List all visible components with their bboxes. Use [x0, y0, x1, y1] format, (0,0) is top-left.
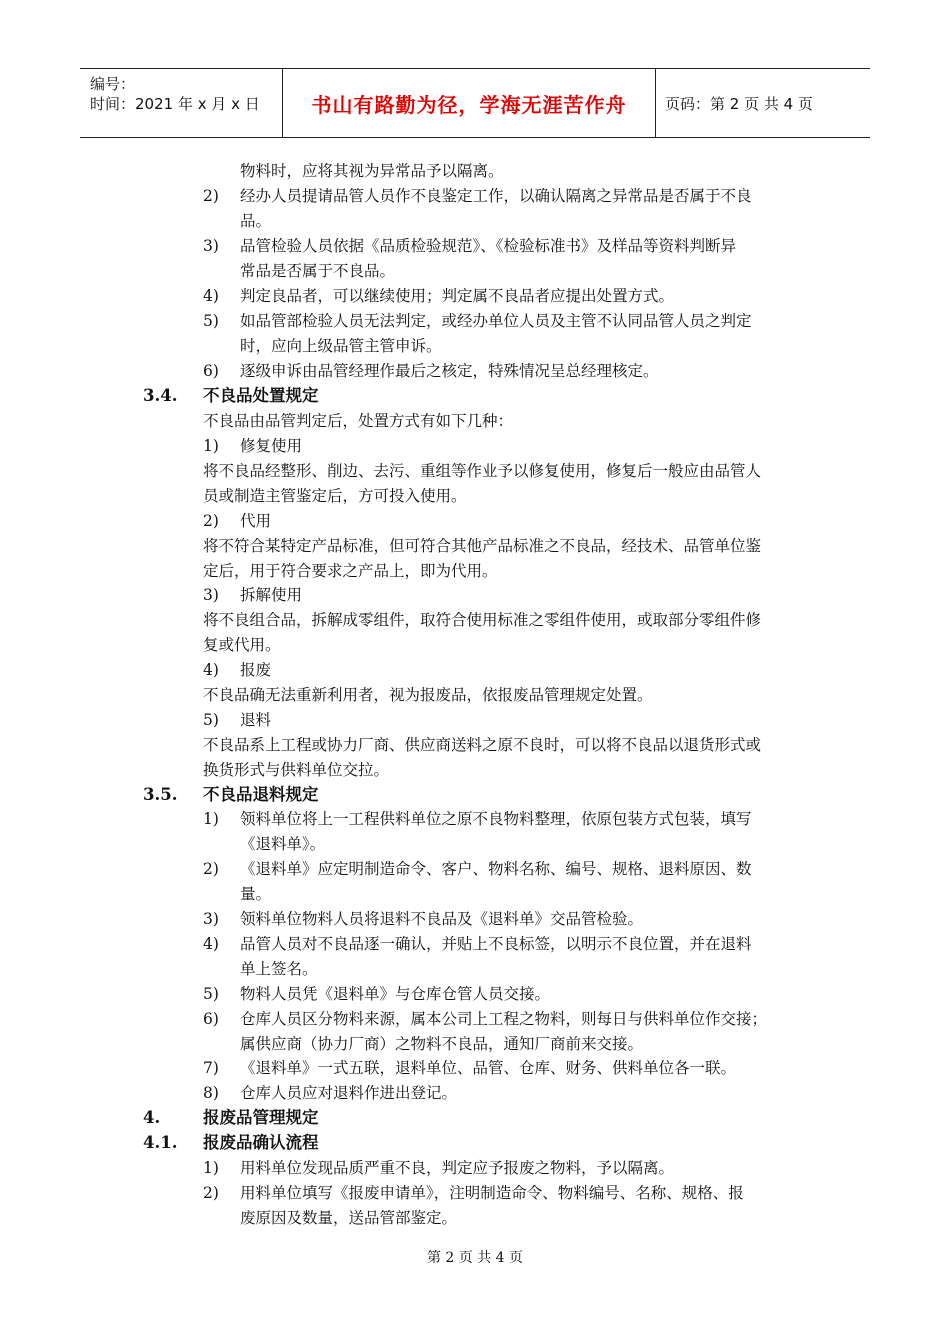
section-title: 报废品管理规定 [203, 1108, 319, 1127]
section-number: 4. [143, 1108, 161, 1127]
id-label: 编号： [90, 75, 136, 93]
text-line: 如品管部检验人员无法判定，或经办单位人员及主管不认同品管人员之判定 [240, 312, 752, 330]
text-line: 用料单位填写《报废申请单》，注明制造命令、物料编号、名称、规格、报 [240, 1184, 744, 1202]
text-line: 时，应向上级品管主管申诉。 [240, 337, 442, 355]
list-number: 2) [203, 1184, 219, 1202]
text-line: 将不良品经整形、削边、去污、重组等作业予以修复使用，修复后一般应由品管人 [203, 462, 762, 480]
text-line: 量。 [240, 885, 272, 903]
text-line: 《退料单》一式五联，退料单位、品管、仓库、财务、供料单位各一联。 [240, 1059, 737, 1077]
list-item-title: 报废 [240, 661, 272, 679]
text-line: 不良品由品管判定后，处置方式有如下几种： [203, 412, 514, 430]
text-line: 领料单位物料人员将退料不良品及《退料单》交品管检验。 [240, 910, 644, 928]
list-number: 1) [203, 810, 219, 828]
text-line: 不良品确无法重新利用者，视为报废品，依报废品管理规定处置。 [203, 686, 653, 704]
list-number: 6) [203, 1010, 219, 1028]
text-line: 将不良组合品，拆解成零组件，取符合使用标准之零组件使用，或取部分零组件修 [203, 611, 762, 629]
list-item-title: 拆解使用 [240, 586, 303, 604]
text-line: 仓库人员区分物料来源，属本公司上工程之物料，则每日与供料单位作交接； [240, 1010, 768, 1028]
list-number: 5) [203, 312, 219, 330]
list-item-title: 代用 [240, 512, 272, 530]
text-line: 用料单位发现品质严重不良，判定应予报废之物料，予以隔离。 [240, 1159, 675, 1177]
list-number: 4) [203, 935, 219, 953]
text-line: 物料人员凭《退料单》与仓库仓管人员交接。 [240, 985, 551, 1003]
text-line: 品。 [240, 212, 272, 230]
text-line: 品管检验人员依据《品质检验规范》、《检验标准书》及样品等资料判断异 [240, 237, 737, 255]
section-title: 不良品处置规定 [203, 386, 319, 405]
text-line: 经办人员提请品管人员作不良鉴定工作，以确认隔离之异常品是否属于不良 [240, 187, 752, 205]
header-page-cell [655, 69, 870, 137]
list-number: 5) [203, 711, 219, 729]
text-line: 废原因及数量，送品管部鉴定。 [240, 1209, 458, 1227]
section-number: 3.5. [143, 785, 178, 804]
text-line: 品管人员对不良品逐一确认，并贴上不良标签，以明示不良位置，并在退料 [240, 935, 752, 953]
list-number: 1) [203, 437, 219, 455]
text-line: 员或制造主管鉴定后，方可投入使用。 [203, 487, 467, 505]
text-line: 换货形式与供料单位交拉。 [203, 761, 390, 779]
list-item-title: 修复使用 [240, 437, 303, 455]
list-number: 3) [203, 586, 219, 604]
text-line: 定后，用于符合要求之产品上，即为代用。 [203, 562, 498, 580]
section-title: 报废品确认流程 [203, 1133, 319, 1152]
list-number: 4) [203, 661, 219, 679]
text-line: 将不符合某特定产品标准，但可符合其他产品标准之不良品，经技术、品管单位鉴 [203, 537, 762, 555]
list-number: 4) [203, 287, 219, 305]
page-header [80, 68, 870, 138]
list-number: 3) [203, 237, 219, 255]
list-number: 2) [203, 187, 219, 205]
text-line: 判定良品者，可以继续使用；判定属不良品者应提出处置方式。 [240, 287, 675, 305]
page-info: 页码：第 2 页 共 4 页 [665, 94, 813, 113]
list-number: 8) [203, 1084, 219, 1102]
list-number: 2) [203, 860, 219, 878]
section-number: 3.4. [143, 386, 178, 405]
list-number: 6) [203, 362, 219, 380]
text-line: 《退料单》。 [240, 835, 326, 853]
text-line: 《退料单》应定明制造命令、客户、物料名称、编号、规格、退料原因、数 [240, 860, 752, 878]
section-number: 4.1. [143, 1133, 178, 1152]
header-motto-cell [282, 69, 656, 137]
list-number: 3) [203, 910, 219, 928]
text-line: 常品是否属于不良品。 [240, 262, 396, 280]
header-meta [80, 69, 282, 137]
list-item-title: 退料 [240, 711, 272, 729]
text-line: 领料单位将上一工程供料单位之原不良物料整理，依原包装方式包装，填写 [240, 810, 752, 828]
text-line: 不良品系上工程或协力厂商、供应商送料之原不良时，可以将不良品以退货形式或 [203, 736, 762, 754]
section-title: 不良品退料规定 [203, 785, 319, 804]
page-footer: 第 2 页 共 4 页 [426, 1250, 524, 1266]
list-number: 5) [203, 985, 219, 1003]
text-line: 属供应商（协力厂商）之物料不良品，通知厂商前来交接。 [240, 1035, 644, 1053]
text-line: 逐级申诉由品管经理作最后之核定，特殊情况呈总经理核定。 [240, 362, 659, 380]
list-number: 1) [203, 1159, 219, 1177]
list-number: 7) [203, 1059, 219, 1077]
text-line: 仓库人员应对退料作进出登记。 [240, 1084, 458, 1102]
time-label: 时间：2021 年 x 月 x 日 [90, 95, 260, 113]
text-line: 单上签名。 [240, 960, 318, 978]
text-line: 复或代用。 [203, 636, 281, 654]
motto: 书山有路勤为径，学海无涯苦作舟 [311, 92, 627, 117]
text-line: 物料时，应将其视为异常品予以隔离。 [240, 162, 504, 180]
list-number: 2) [203, 512, 219, 530]
